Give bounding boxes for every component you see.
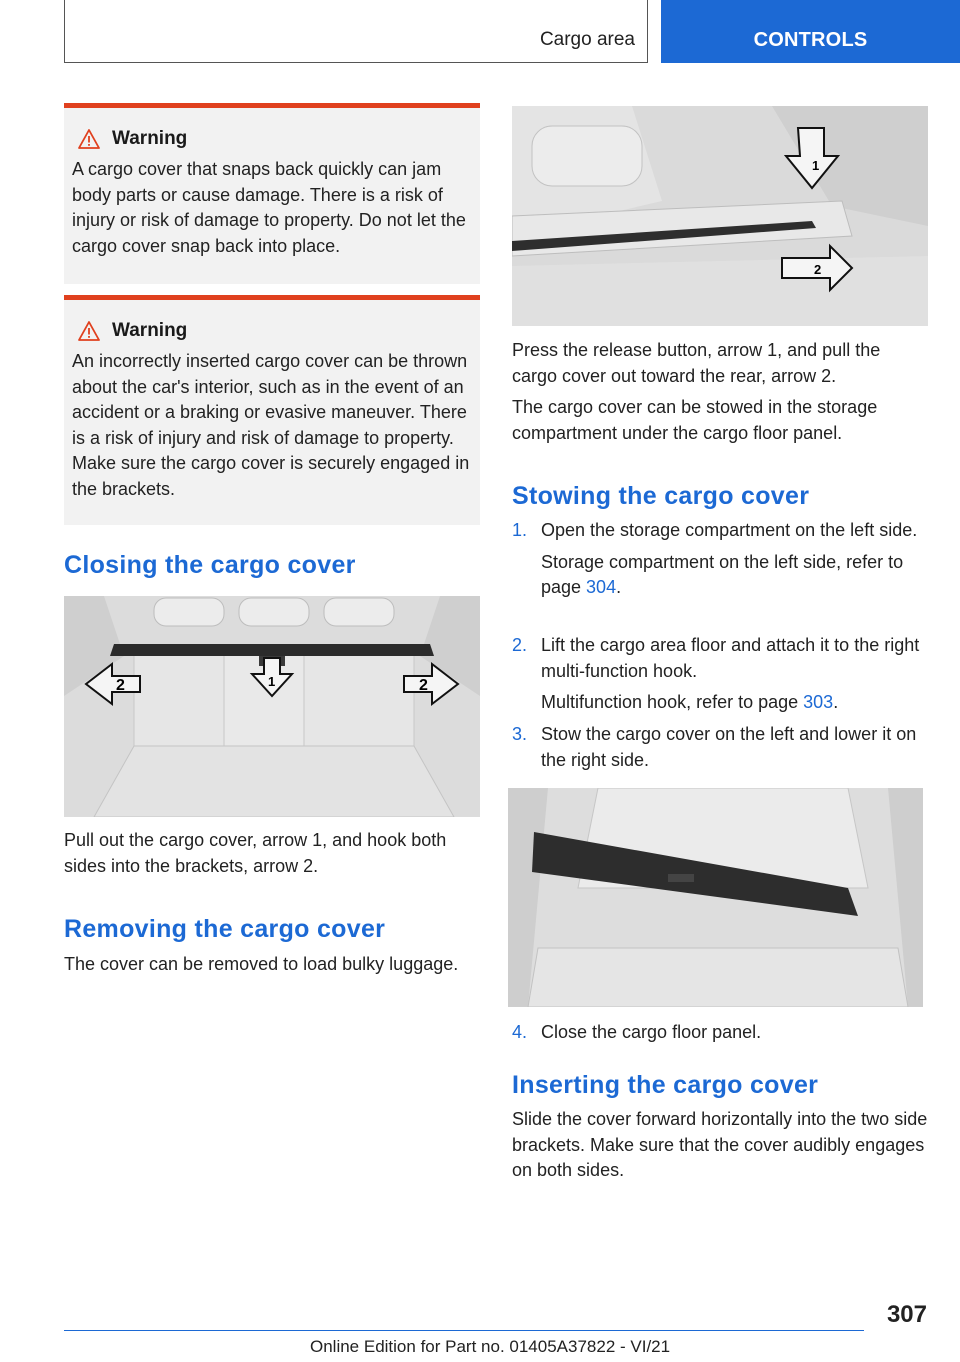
footer-edition: Online Edition for Part no. 01405A37822 - VI/21	[310, 1337, 671, 1356]
step-subtext-suffix: .	[616, 577, 622, 597]
arrow-label: 2	[419, 677, 428, 694]
section-title: Cargo area	[539, 29, 635, 50]
step-subtext	[541, 690, 928, 716]
step-number: 3.	[512, 724, 528, 744]
step-4	[512, 1020, 928, 1046]
arrow-label: 2	[116, 677, 125, 694]
removing-caption-1: Press the release button, arrow 1, and pull the cargo cover out toward the rear, arrow 2.	[512, 340, 881, 386]
step-subtext-prefix: Storage compartment on the left side, refer to page	[541, 551, 904, 597]
arrow-2-left	[86, 664, 140, 704]
step-3	[512, 722, 928, 773]
step-text: Stow the cargo cover on the left and lower it on the right side.	[541, 724, 917, 770]
page-number: 307	[886, 1301, 927, 1328]
warning-text: An incorrectly inserted cargo cover can be thrown about the car's interior, such as in the event of an accident or a braking or evasive maneuver. There is a risk of injury and risk of damage to property. Make sure the cargo cover is securely engaged in the brackets.	[72, 351, 470, 499]
warning-title: Warning	[112, 320, 188, 341]
heading-inserting: Inserting the cargo cover	[512, 1071, 819, 1099]
step-text: Lift the cargo area floor and attach it to the right multi-function hook.	[541, 635, 920, 681]
arrow-label: 1	[812, 158, 820, 173]
closing-arrows	[64, 596, 480, 817]
step-text: Close the cargo floor panel.	[541, 1022, 762, 1042]
step-text: Open the storage compartment on the left side.	[541, 520, 918, 540]
step-2	[512, 633, 928, 716]
step-number: 4.	[512, 1022, 528, 1042]
removing-caption-2: The cargo cover can be stowed in the storage compartment under the cargo floor panel.	[512, 397, 878, 443]
heading-closing: Closing the cargo cover	[64, 551, 356, 579]
warning-title: Warning	[112, 128, 188, 149]
arrow-label: 1	[268, 674, 276, 689]
removing-arrows	[512, 106, 928, 326]
page-link-303[interactable]: 303	[803, 692, 834, 712]
warning-box-2	[64, 295, 480, 525]
warning-triangle-icon	[78, 321, 100, 341]
footer-divider	[64, 1330, 864, 1331]
warning-box-1	[64, 103, 480, 284]
warning-text: A cargo cover that snaps back quickly can jam body parts or cause damage. There is a risk of injury or risk of damage to property. Do not let the cargo cover snap back into place.	[72, 159, 466, 256]
step-number: 2.	[512, 635, 528, 655]
tab-controls[interactable]: CONTROLS	[661, 0, 960, 63]
step-subtext	[541, 550, 928, 601]
arrow-label: 2	[814, 262, 822, 277]
heading-stowing: Stowing the cargo cover	[512, 482, 810, 510]
closing-caption: Pull out the cargo cover, arrow 1, and hook both sides into the brackets, arrow 2.	[64, 830, 447, 876]
heading-removing: Removing the cargo cover	[64, 915, 386, 943]
arrow-2-right	[404, 664, 458, 704]
removing-text: The cover can be removed to load bulky luggage.	[64, 954, 459, 974]
stowing-illustration	[508, 788, 923, 1007]
inserting-text: Slide the cover forward horizontally into the two side brackets. Make sure that the cover audibly engages on both sides.	[512, 1109, 928, 1180]
step-subtext-suffix: .	[833, 692, 839, 712]
step-subtext-prefix: Multifunction hook, refer to page	[541, 692, 804, 712]
step-number: 1.	[512, 520, 528, 540]
step-1	[512, 518, 928, 601]
warning-triangle-icon	[78, 129, 100, 149]
page-link-304[interactable]: 304	[586, 577, 617, 597]
